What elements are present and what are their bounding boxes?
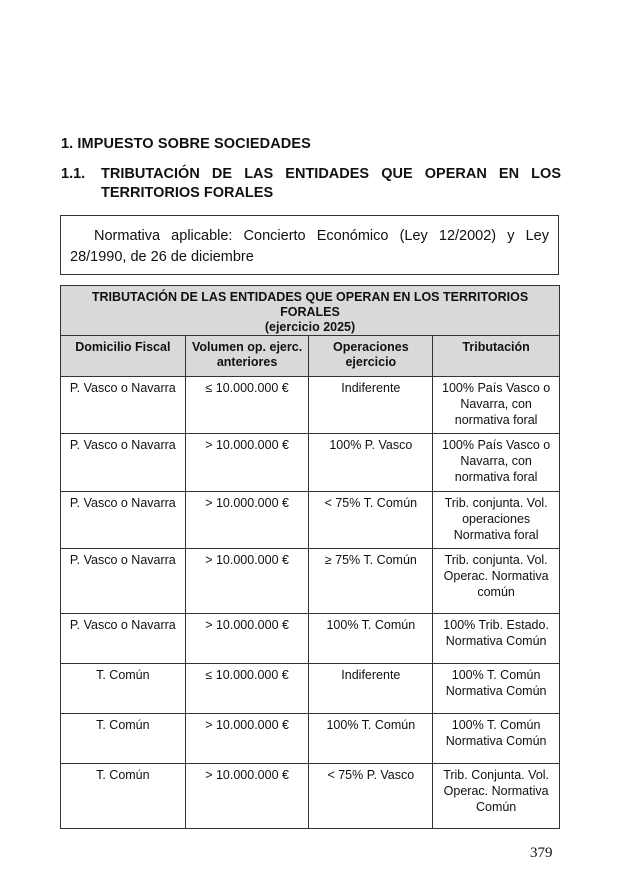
cell-domicilio: T. Común [61,764,186,829]
section-heading: 1. IMPUESTO SOBRE SOCIEDADES [61,136,311,152]
cell-tributacion: Trib. Conjunta. Vol. Operac. Normativa Común [433,764,560,829]
subsection-number: 1.1. [61,166,86,182]
cell-domicilio: T. Común [61,714,186,764]
table-row [61,492,560,549]
subsection-heading [61,165,561,203]
cell-volumen: > 10.000.000 € [185,714,309,764]
table-row [61,377,560,434]
cell-volumen: ≤ 10.000.000 € [185,377,309,434]
cell-volumen: > 10.000.000 € [185,549,309,614]
cell-domicilio: P. Vasco o Navarra [61,434,186,492]
cell-operaciones: 100% T. Común [309,614,433,664]
header-volumen: Volumen op. ejerc. anteriores [185,336,309,377]
normativa-box [60,215,559,275]
cell-tributacion: 100% País Vasco o Navarra, con normativa foral [433,377,560,434]
cell-tributacion: 100% T. Común Normativa Común [433,664,560,714]
cell-domicilio: P. Vasco o Navarra [61,377,186,434]
cell-tributacion: 100% Trib. Estado. Normativa Común [433,614,560,664]
cell-domicilio: P. Vasco o Navarra [61,492,186,549]
cell-operaciones: ≥ 75% T. Común [309,549,433,614]
taxation-table [60,285,560,829]
cell-operaciones: Indiferente [309,664,433,714]
cell-tributacion: 100% País Vasco o Navarra, con normativa foral [433,434,560,492]
table-header-row [61,336,560,377]
table-row [61,434,560,492]
cell-volumen: ≤ 10.000.000 € [185,664,309,714]
cell-operaciones: < 75% P. Vasco [309,764,433,829]
cell-operaciones: < 75% T. Común [309,492,433,549]
cell-volumen: > 10.000.000 € [185,614,309,664]
cell-domicilio: P. Vasco o Navarra [61,614,186,664]
header-operaciones: Operaciones ejercicio [309,336,433,377]
normativa-text: Normativa aplicable: Concierto Económico (Ley 12/2002) y Ley 28/1990, de 26 de diciembre [70,228,549,265]
table-row [61,614,560,664]
header-tributacion: Tributación [433,336,560,377]
table-caption-year: (ejercicio 2025) [264,320,356,334]
header-domicilio: Domicilio Fiscal [61,336,186,377]
table-caption-title: TRIBUTACIÓN DE LAS ENTIDADES QUE OPERAN EN LOS TERRITORIOS FORALES [91,290,529,319]
table-caption [61,286,560,336]
page-number: 379 [530,845,553,861]
cell-tributacion: 100% T. Común Normativa Común [433,714,560,764]
table-row [61,549,560,614]
cell-tributacion: Trib. conjunta. Vol. operaciones Normativa foral [433,492,560,549]
cell-domicilio: P. Vasco o Navarra [61,549,186,614]
cell-domicilio: T. Común [61,664,186,714]
table-row [61,664,560,714]
cell-operaciones: Indiferente [309,377,433,434]
cell-operaciones: 100% T. Común [309,714,433,764]
subsection-title: TRIBUTACIÓN DE LAS ENTIDADES QUE OPERAN EN LOS TERRITORIOS FORALES [101,166,561,201]
cell-volumen: > 10.000.000 € [185,492,309,549]
cell-tributacion: Trib. conjunta. Vol. Operac. Normativa común [433,549,560,614]
table-row [61,714,560,764]
cell-volumen: > 10.000.000 € [185,764,309,829]
table-row [61,764,560,829]
cell-volumen: > 10.000.000 € [185,434,309,492]
cell-operaciones: 100% P. Vasco [309,434,433,492]
